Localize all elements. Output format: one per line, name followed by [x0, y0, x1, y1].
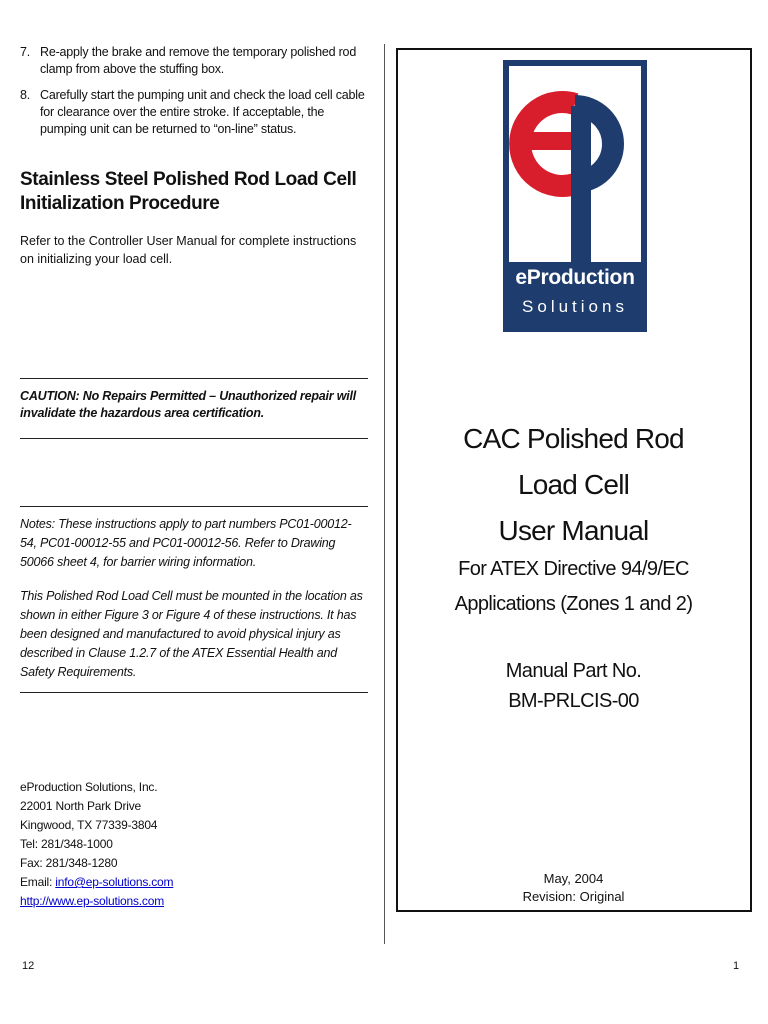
notes-bottom-rule [20, 692, 368, 693]
step-7 [20, 44, 370, 78]
step-number: 7. [20, 45, 31, 59]
section-heading-line: Initialization Procedure [20, 193, 220, 214]
cover-title [398, 416, 749, 554]
cover-title-line: User Manual [498, 515, 649, 546]
step-8 [20, 87, 370, 138]
notes-paragraph: This Polished Rod Load Cell must be mounted in the location as shown in either Figure 3 or Figure 4 of these instructions. It has been designed and manufactured to avoid physical injury as described in Clause 1.2.7 of the ATEX Essential Health and Safety Requirements. [20, 589, 363, 679]
step-text: Carefully start the pumping unit and check the load cell cable for clearance over the entire stroke. If acceptable, the pumping unit can be returned to “on-line” status. [40, 88, 365, 136]
left-page-body [20, 44, 370, 268]
page-number-left: 12 [22, 960, 35, 972]
notes-paragraph: Notes: These instructions apply to part numbers PC01-00012-54, PC01-00012-55 and PC01-00012-56. Refer to Drawing 50066 sheet 4, for barrier wiring information. [20, 517, 352, 569]
revision-label: Revision: Original [522, 889, 625, 904]
manual-part-number [398, 656, 749, 716]
page-number-right: 1 [733, 960, 740, 972]
street-address: 22001 North Park Drive [20, 799, 141, 813]
section-heading [20, 168, 370, 216]
step-text: Re-apply the brake and remove the temporary polished rod clamp from above the stuffing box. [40, 45, 357, 76]
company-logo [503, 60, 647, 332]
ep-logo-icon [509, 66, 641, 262]
intro-line: on initializing your load cell. [20, 252, 173, 266]
manual-part-label: Manual Part No. [505, 660, 642, 682]
section-heading-line: Stainless Steel Polished Rod Load Cell [20, 169, 357, 190]
caution-top-rule [20, 378, 368, 379]
publication-date: May, 2004 [543, 871, 604, 886]
intro-line: Refer to the Controller User Manual for complete instructions [20, 234, 357, 248]
cover-frame [396, 48, 752, 912]
telephone: Tel: 281/348-1000 [20, 837, 113, 851]
company-name: eProduction Solutions, Inc. [20, 780, 158, 794]
intro-paragraph [20, 232, 370, 268]
cover-title-line: CAC Polished Rod [463, 423, 684, 454]
website-link[interactable]: http://www.ep-solutions.com [20, 894, 164, 908]
notes-top-rule [20, 506, 368, 507]
email-link[interactable]: info@ep-solutions.com [55, 875, 174, 889]
cover-subtitle-line: For ATEX Directive 94/9/EC [458, 558, 689, 580]
page-divider [384, 44, 385, 944]
notes-block [20, 515, 365, 697]
email-label: Email: [20, 875, 56, 889]
manual-part-value: BM-PRLCIS-00 [508, 690, 639, 712]
city-address: Kingwood, TX 77339-3804 [20, 818, 158, 832]
company-address [20, 778, 320, 911]
website-line [20, 892, 320, 911]
step-number: 8. [20, 88, 31, 102]
caution-bottom-rule [20, 438, 368, 439]
caution-text: CAUTION: No Repairs Permitted – Unauthorized repair will invalidate the hazardous area certification. [20, 389, 357, 420]
cover-date-block [398, 870, 749, 906]
fax: Fax: 281/348-1280 [20, 856, 118, 870]
cover-subtitle [398, 552, 749, 622]
cover-title-line: Load Cell [517, 469, 630, 500]
cover-subtitle-line: Applications (Zones 1 and 2) [454, 593, 693, 615]
email-line [20, 873, 320, 892]
logo-subtitle: Solutions [522, 297, 628, 316]
logo-wordmark: eProduction [515, 266, 635, 289]
